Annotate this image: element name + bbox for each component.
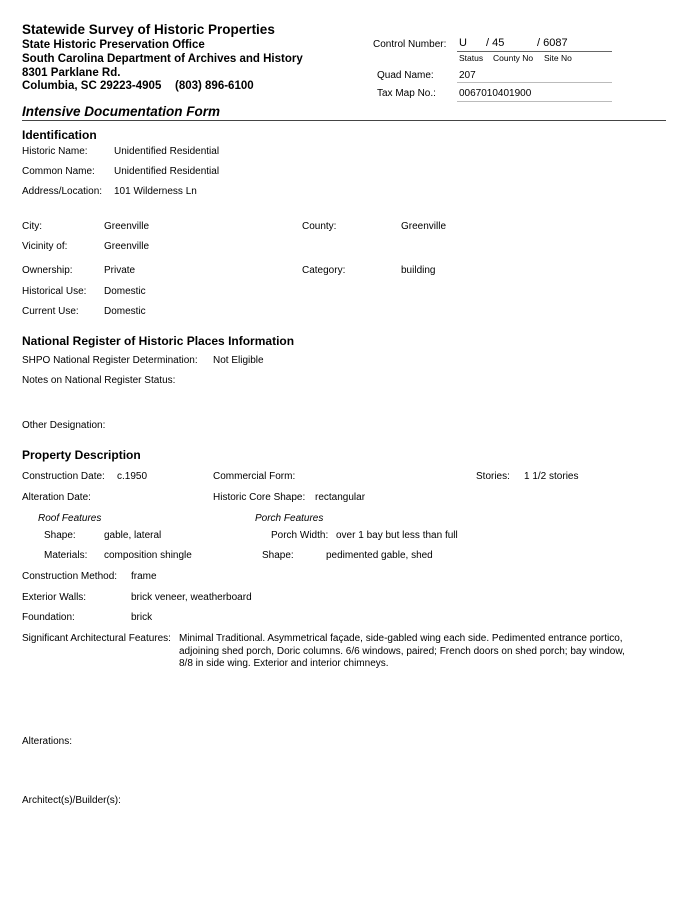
form-title: Intensive Documentation Form [22,104,221,119]
county-no-caption: County No [493,53,534,63]
porch-shape-value: pedimented gable, shed [326,550,433,561]
county-label: County: [302,221,337,232]
porch-features-heading: Porch Features [255,513,324,524]
tax-map-value: 0067010401900 [459,88,532,99]
quad-name-label: Quad Name: [377,70,434,81]
ownership-label: Ownership: [22,265,73,276]
current-use-value: Domestic [104,306,146,317]
address-label: Address/Location: [22,186,103,197]
control-number-rule [457,51,612,52]
ownership-value: Private [104,265,136,276]
common-name-label: Common Name: [22,166,95,177]
roof-materials-value: composition shingle [104,550,192,561]
control-status: U [459,37,467,49]
nr-notes-label: Notes on National Register Status: [22,375,176,386]
nr-determination-label: SHPO National Register Determination: [22,355,198,366]
other-designation-label: Other Designation: [22,420,106,431]
page-title: Statewide Survey of Historic Properties [22,22,275,37]
control-number-label: Control Number: [373,39,447,50]
significant-features-value: Minimal Traditional. Asymmetrical façade, side-gabled wing each side. Pedimented entrance portico, adjoining shed porch, Doric columns. 6/6 windows, paired; French doors on shed porch; bay window, 8/8 in side wing. Exterior and interior chimneys. [179,633,625,669]
control-county-no: / 45 [486,37,505,49]
category-value: building [401,265,436,276]
foundation-label: Foundation: [22,612,75,623]
quad-name-rule [457,82,612,83]
nr-determination-value: Not Eligible [213,355,264,366]
exterior-walls-label: Exterior Walls: [22,592,87,603]
historic-name-value: Unidentified Residential [114,146,220,157]
common-name-value: Unidentified Residential [114,166,220,177]
significant-features-label: Significant Architectural Features: [22,633,171,644]
exterior-walls-value: brick veneer, weatherboard [131,592,252,603]
architect-builder-label: Architect(s)/Builder(s): [22,795,121,806]
department-name: South Carolina Department of Archives and History [22,53,303,65]
vicinity-value: Greenville [104,241,150,252]
alterations-label: Alterations: [22,736,73,747]
control-site-no: / 6087 [537,37,568,49]
property-description-heading: Property Description [22,448,141,462]
site-no-caption: Site No [544,53,572,63]
identification-heading: Identification [22,128,97,142]
address-value: 101 Wilderness Ln [114,186,197,197]
historic-name-label: Historic Name: [22,146,88,157]
stories-label: Stories: [476,471,510,482]
core-shape-value: rectangular [315,492,366,503]
roof-shape-label: Shape: [44,530,76,541]
quad-name-value: 207 [459,70,476,81]
vicinity-label: Vicinity of: [22,241,68,252]
construction-date-label: Construction Date: [22,471,105,482]
historical-use-value: Domestic [104,286,146,297]
roof-shape-value: gable, lateral [104,530,162,541]
status-caption: Status [459,53,484,63]
phone-number: (803) 896-6100 [175,80,254,92]
commercial-form-label: Commercial Form: [213,471,296,482]
porch-width-label: Porch Width: [271,530,329,541]
street-address: 8301 Parklane Rd. [22,67,121,79]
county-value: Greenville [401,221,447,232]
office-name: State Historic Preservation Office [22,39,205,51]
current-use-label: Current Use: [22,306,79,317]
roof-features-heading: Roof Features [38,513,102,524]
porch-shape-label: Shape: [262,550,294,561]
porch-width-value: over 1 bay but less than full [336,530,458,541]
category-label: Category: [302,265,346,276]
roof-materials-label: Materials: [44,550,88,561]
historical-use-label: Historical Use: [22,286,87,297]
city-address: Columbia, SC 29223-4905 [22,80,162,92]
construction-method-value: frame [131,571,157,582]
form-title-rule [22,120,666,121]
core-shape-label: Historic Core Shape: [213,492,306,503]
construction-date-value: c.1950 [117,471,148,482]
tax-map-label: Tax Map No.: [377,88,436,99]
national-register-heading: National Register of Historic Places Information [22,334,295,348]
city-label: City: [22,221,42,232]
alteration-date-label: Alteration Date: [22,492,91,503]
tax-map-rule [457,101,612,102]
city-value: Greenville [104,221,150,232]
foundation-value: brick [131,612,153,623]
stories-value: 1 1/2 stories [524,471,579,482]
construction-method-label: Construction Method: [22,571,118,582]
